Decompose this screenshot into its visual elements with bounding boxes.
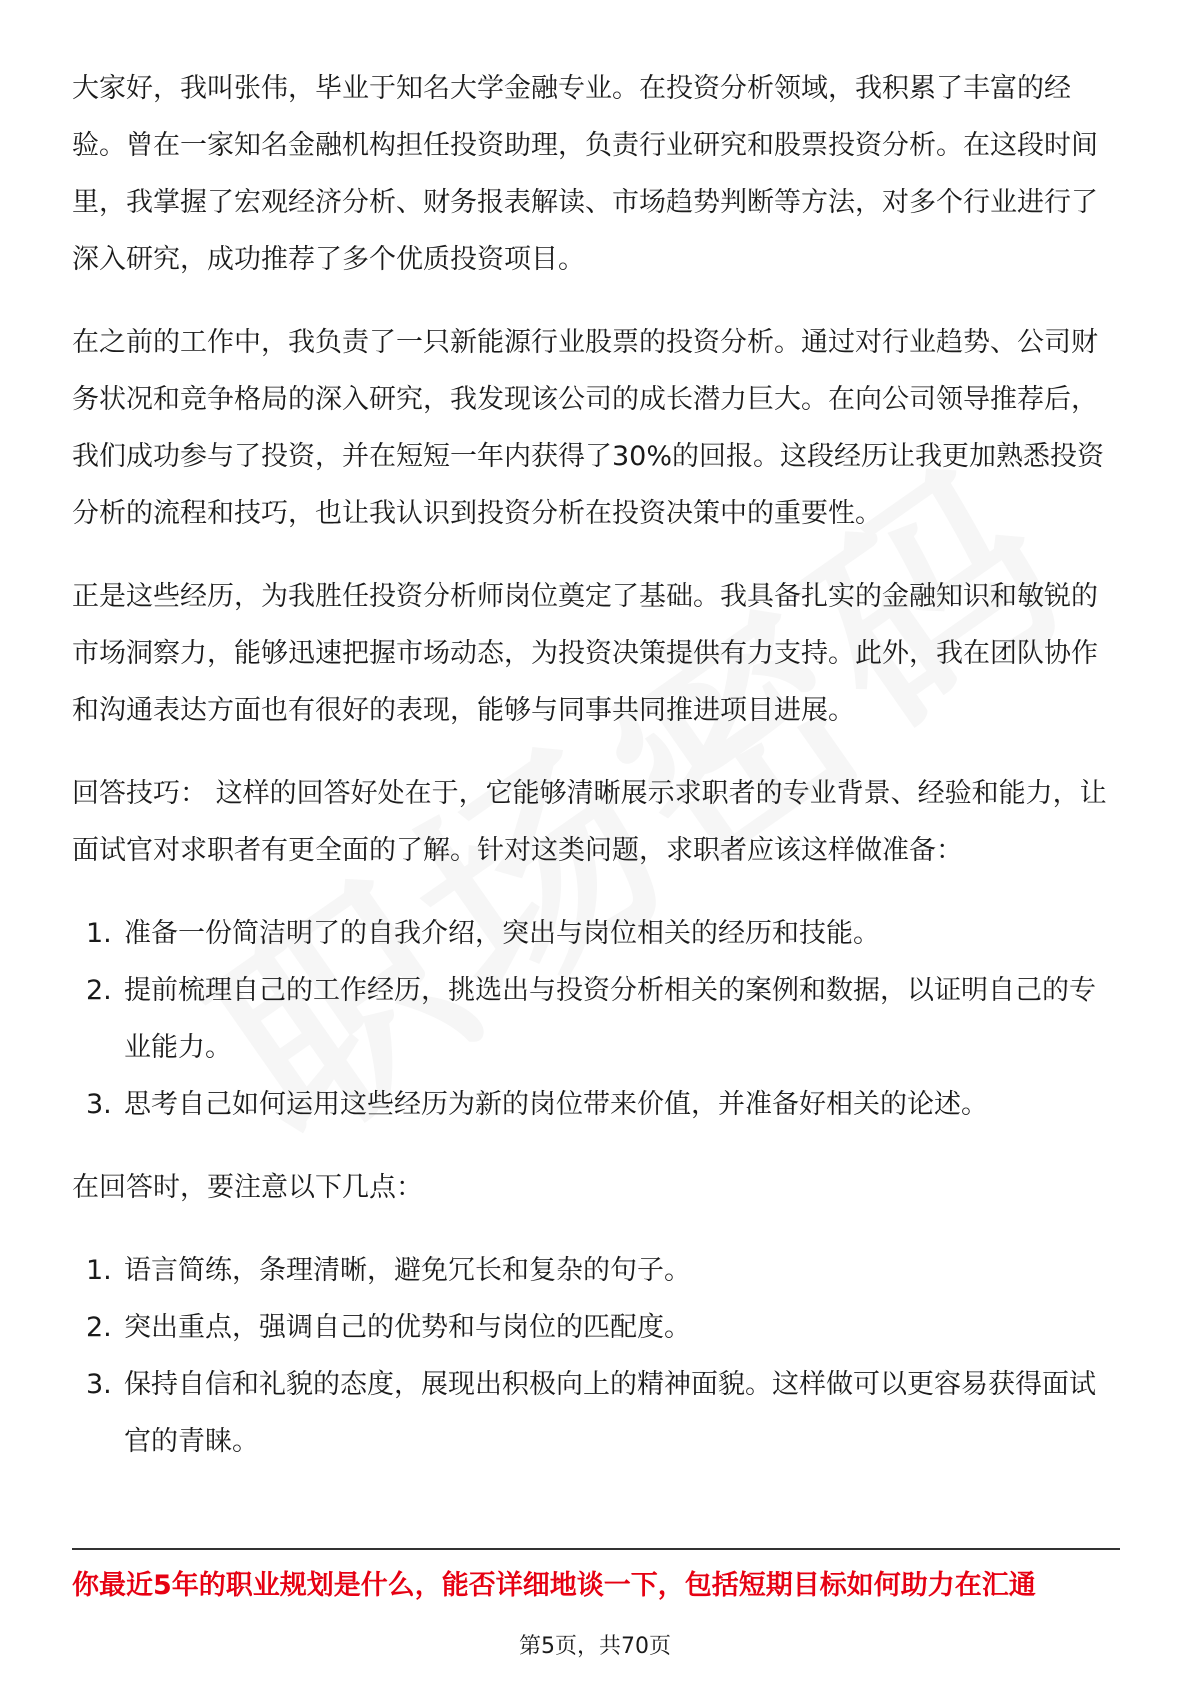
list-number: 1. — [86, 918, 112, 949]
intro-paragraph: 大家好，我叫张伟，毕业于知名大学金融专业。在投资分析领域，我积累了丰富的经验。曾在一家知名金融机构担任投资助理，负责行业研究和股票投资分析。在这段时间里，我掌握了宏观经济分析、财务报表解读、市场趋势判断等方法，对多个行业进行了深入研究，成功推荐了多个优质投资项目。 — [72, 73, 1098, 275]
notes-list — [72, 1242, 1122, 1470]
document-body — [72, 60, 1122, 1496]
list-number: 2. — [86, 975, 112, 1006]
experience-paragraph: 在之前的工作中，我负责了一只新能源行业股票的投资分析。通过对行业趋势、公司财务状况和竞争格局的深入研究，我发现该公司的成长潜力巨大。在向公司领导推荐后，我们成功参与了投资，并在短短一年内获得了30%的回报。这段经历让我更加熟悉投资分析的流程和技巧，也让我认识到投资分析在投资决策中的重要性。 — [72, 327, 1105, 529]
list-item — [72, 1242, 1122, 1299]
list-item-text: 语言简练，条理清晰，避免冗长和复杂的句子。 — [124, 1255, 691, 1286]
list-item-text: 保持自信和礼貌的态度，展现出积极向上的精神面貌。这样做可以更容易获得面试官的青睐。 — [124, 1369, 1096, 1457]
list-number: 2. — [86, 1312, 112, 1343]
list-number: 3. — [86, 1369, 112, 1400]
list-number: 1. — [86, 1255, 112, 1286]
list-number: 3. — [86, 1089, 112, 1120]
qualification-paragraph: 正是这些经历，为我胜任投资分析师岗位奠定了基础。我具备扎实的金融知识和敏锐的市场洞察力，能够迅速把握市场动态，为投资决策提供有力支持。此外，我在团队协作和沟通表达方面也有很好的表现，能够与同事共同推进项目进展。 — [72, 581, 1098, 726]
answer-tips-paragraph: 回答技巧： 这样的回答好处在于，它能够清晰展示求职者的专业背景、经验和能力，让面试官对求职者有更全面的了解。针对这类问题，求职者应该这样做准备： — [72, 778, 1107, 866]
page-number: 第5页，共70页 — [519, 1634, 671, 1659]
list-item-text: 提前梳理自己的工作经历，挑选出与投资分析相关的案例和数据，以证明自己的专业能力。 — [124, 975, 1096, 1063]
list-item-text: 突出重点，强调自己的优势和与岗位的匹配度。 — [124, 1312, 691, 1343]
list-item — [72, 962, 1122, 1076]
section-divider — [72, 1548, 1120, 1550]
list-item — [72, 905, 1122, 962]
notes-intro: 在回答时，要注意以下几点： — [72, 1172, 423, 1203]
list-item — [72, 1299, 1122, 1356]
list-item-text: 思考自己如何运用这些经历为新的岗位带来价值，并准备好相关的论述。 — [124, 1089, 988, 1120]
preparation-list — [72, 905, 1122, 1133]
next-question-heading: 你最近5年的职业规划是什么，能否详细地谈一下，包括短期目标如何助力在汇通 — [72, 1570, 1036, 1601]
list-item — [72, 1076, 1122, 1133]
list-item-text: 准备一份简洁明了的自我介绍，突出与岗位相关的经历和技能。 — [124, 918, 880, 949]
list-item — [72, 1356, 1122, 1470]
